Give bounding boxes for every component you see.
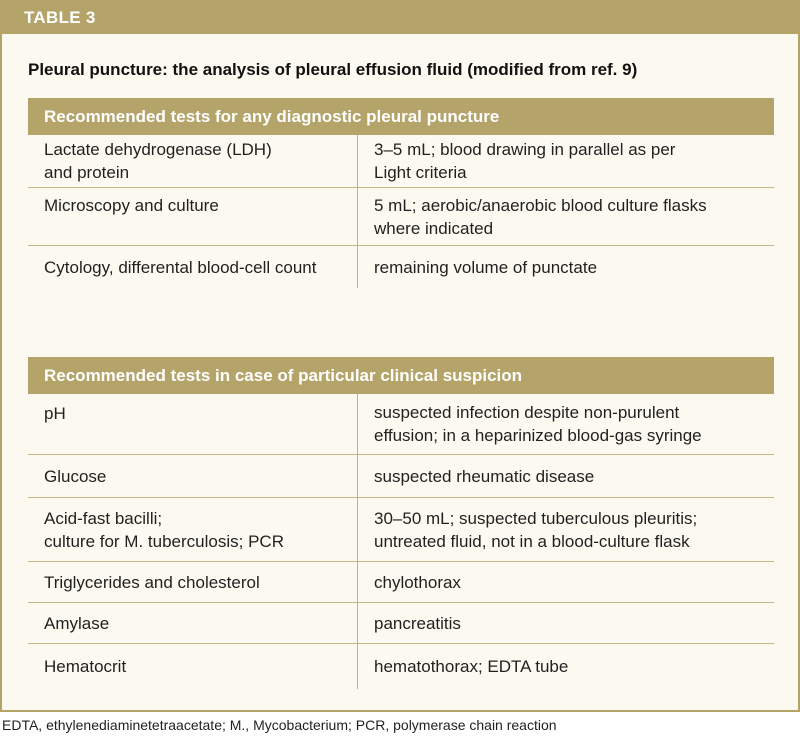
note-cell: pancreatitis — [374, 613, 461, 633]
note-cell: 3–5 mL; blood drawing in parallel as per Light criteria — [374, 140, 676, 182]
footnote: EDTA, ethylenediaminetetraacetate; M., Mycobacterium; PCR, polymerase chain reaction — [2, 717, 557, 733]
section-heading: Recommended tests for any diagnostic pleural puncture — [28, 98, 774, 135]
table-row — [28, 246, 774, 288]
note-cell: hematothorax; EDTA tube — [374, 657, 569, 676]
table-row — [28, 135, 774, 188]
test-cell: Hematocrit — [28, 644, 358, 689]
test-cell: pH — [28, 394, 358, 454]
note-cell: 5 mL; aerobic/anaerobic blood culture flasks where indicated — [374, 195, 707, 238]
table-title: Pleural puncture: the analysis of pleural effusion fluid (modified from ref. 9) — [28, 60, 638, 79]
test-cell: Triglycerides and cholesterol — [28, 562, 358, 602]
test-cell: Cytology, differental blood-cell count — [28, 246, 358, 288]
section-specific-tests — [28, 357, 774, 689]
table-row — [28, 644, 774, 689]
note-cell: chylothorax — [374, 572, 461, 592]
table-row — [28, 455, 774, 498]
table-row — [28, 394, 774, 455]
table-row — [28, 188, 774, 246]
note-cell: suspected rheumatic disease — [374, 466, 595, 486]
table-row — [28, 498, 774, 562]
table-label: TABLE 3 — [2, 2, 798, 34]
test-cell: Amylase — [28, 603, 358, 643]
note-cell: suspected infection despite non-purulent effusion; in a heparinized blood-gas syringe — [374, 403, 702, 445]
section-general-tests — [28, 98, 774, 288]
section-heading: Recommended tests in case of particular clinical suspicion — [28, 357, 774, 394]
table-row — [28, 603, 774, 644]
note-cell: remaining volume of punctate — [374, 257, 598, 277]
table-row — [28, 562, 774, 603]
test-cell: Lactate dehydrogenase (LDH) and protein — [28, 135, 358, 187]
test-cell: Glucose — [28, 455, 358, 497]
note-cell: 30–50 mL; suspected tuberculous pleuritis; untreated fluid, not in a blood-culture flask — [374, 508, 698, 551]
test-cell: Microscopy and culture — [28, 188, 358, 245]
test-cell: Acid-fast bacilli; culture for M. tuberculosis; PCR — [28, 498, 358, 561]
